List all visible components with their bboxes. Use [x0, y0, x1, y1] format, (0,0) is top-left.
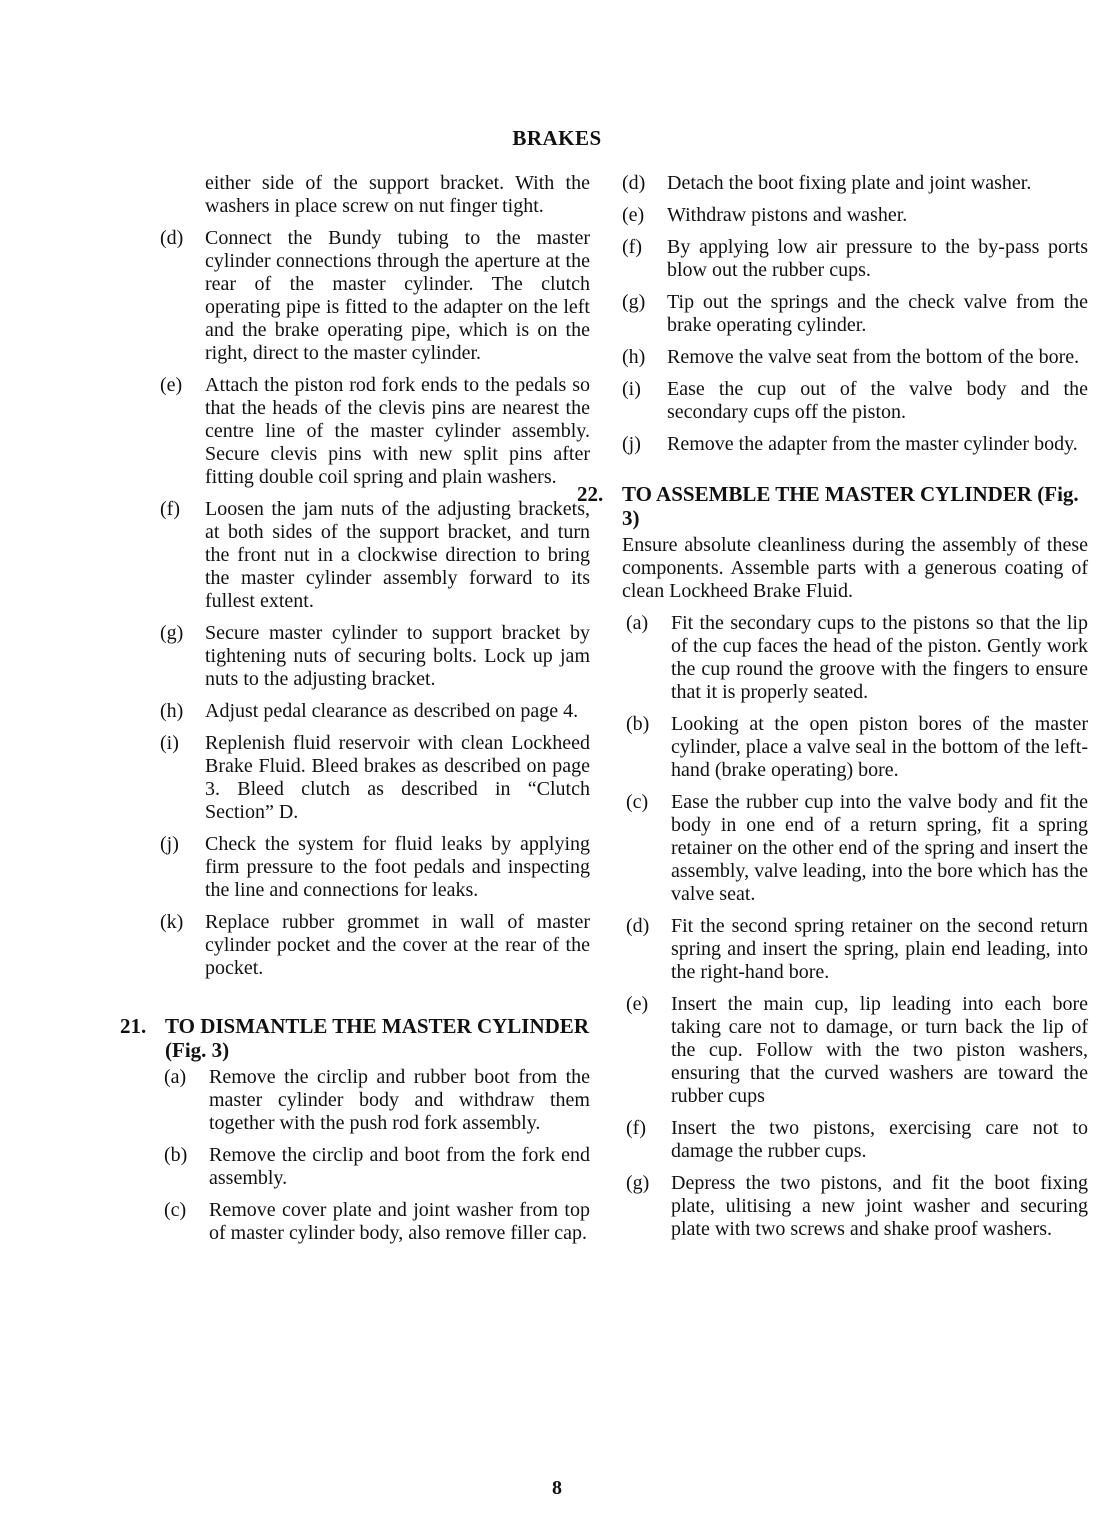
step-text: Fit the second spring retainer on the second return spring and insert the spring, plain end leading, into the right-hand bore.	[671, 915, 1088, 983]
step-label: (b)	[164, 1144, 188, 1166]
page-number: 8	[552, 1477, 562, 1499]
section-22-intro: Ensure absolute cleanliness during the assembly of these components. Assemble parts with a generous coating of clean Lockheed Brake Fluid.	[622, 534, 1088, 602]
section-21-steps	[164, 1066, 590, 1245]
step-label: (g)	[622, 291, 646, 313]
step-j	[160, 833, 590, 902]
step-e	[622, 204, 1088, 227]
step-label: (k)	[160, 911, 184, 933]
step-label: (h)	[622, 346, 646, 368]
step-label: (d)	[160, 227, 184, 249]
step-label: (b)	[626, 713, 650, 735]
page-header: BRAKES	[512, 126, 602, 150]
step-i	[622, 378, 1088, 424]
step-label: (j)	[622, 433, 641, 455]
step-text: Depress the two pistons, and fit the boot fixing plate, ulitising a new joint washer and securing plate with two screws and shake proof washers.	[671, 1172, 1088, 1240]
step-label: (g)	[160, 622, 184, 644]
step-label: (f)	[626, 1117, 646, 1139]
step-i	[160, 732, 590, 824]
step-label: (h)	[160, 700, 184, 722]
step-label: (d)	[622, 172, 646, 194]
step-text: Withdraw pistons and washer.	[667, 204, 908, 226]
step-b	[626, 713, 1088, 782]
step-c	[164, 1199, 590, 1245]
section-22-heading	[577, 482, 1088, 530]
step-text: Remove the adapter from the master cylinder body.	[667, 433, 1078, 455]
step-text: Detach the boot fixing plate and joint washer.	[667, 172, 1032, 194]
section-22-steps	[626, 612, 1088, 1241]
step-text: Replenish fluid reservoir with clean Lockheed Brake Fluid. Bleed brakes as described on page 3. Bleed clutch as described in “Clutch Section” D.	[205, 732, 590, 823]
step-text: Remove the circlip and rubber boot from the master cylinder body and withdraw them together with the push rod fork assembly.	[209, 1066, 590, 1134]
left-column	[120, 172, 590, 1254]
step-label: (c)	[164, 1199, 187, 1221]
step-label: (e)	[160, 374, 183, 396]
step-text: Ease the rubber cup into the valve body and fit the body in one end of a return spring, fit a spring retainer on the other end of the spring and insert the assembly, valve leading, into the bore which has the valve seat.	[671, 791, 1088, 905]
step-a	[164, 1066, 590, 1135]
step-g	[622, 291, 1088, 337]
section-number: 22.	[577, 482, 604, 506]
step-label: (f)	[622, 236, 642, 258]
step-c	[626, 791, 1088, 906]
step-label: (a)	[164, 1066, 187, 1088]
step-text: By applying low air pressure to the by-pass ports blow out the rubber cups.	[667, 236, 1088, 281]
step-text: Tip out the springs and the check valve from the brake operating cylinder.	[667, 291, 1088, 336]
step-f	[622, 236, 1088, 282]
step-text: Insert the two pistons, exercising care not to damage the rubber cups.	[671, 1117, 1088, 1162]
step-text: Remove cover plate and joint washer from top of master cylinder body, also remove filler cap.	[209, 1199, 590, 1244]
right-column	[577, 172, 1088, 1250]
step-h	[622, 346, 1088, 369]
section-title: TO DISMANTLE THE MASTER CYLINDER (Fig. 3)	[165, 1014, 589, 1062]
step-text: Connect the Bundy tubing to the master cylinder connections through the aperture at the rear of the master cylinder. The clutch operating pipe is fitted to the adapter on the left and the brake operating pipe, which is on the right, direct to the master cylinder.	[205, 227, 590, 364]
step-e	[160, 374, 590, 489]
step-label: (j)	[160, 833, 179, 855]
step-label: (g)	[626, 1172, 650, 1194]
step-label: (e)	[626, 993, 649, 1015]
step-text: Fit the secondary cups to the pistons so that the lip of the cup faces the head of the piston. Gently work the cup round the groove with the fingers to ensure that it is properly seated.	[671, 612, 1088, 703]
step-text: Loosen the jam nuts of the adjusting brackets, at both sides of the support bracket, and turn the front nut in a clockwise direction to bring the master cylinder assembly forward to its fullest extent.	[205, 498, 590, 612]
step-label: (c)	[626, 791, 649, 813]
step-text: Remove the circlip and boot from the fork end assembly.	[209, 1144, 590, 1189]
step-label: (i)	[622, 378, 641, 400]
step-d	[626, 915, 1088, 984]
step-h	[160, 700, 590, 723]
section-title: TO ASSEMBLE THE MASTER CYLINDER (Fig. 3)	[622, 482, 1079, 530]
step-e	[626, 993, 1088, 1108]
section-21-heading	[120, 1014, 590, 1062]
step-label: (a)	[626, 612, 649, 634]
step-label: (i)	[160, 732, 179, 754]
step-k	[160, 911, 590, 980]
continuation-paragraph: either side of the support bracket. With the washers in place screw on nut finger tight.	[205, 172, 590, 217]
step-text: Remove the valve seat from the bottom of the bore.	[667, 346, 1080, 368]
step-d	[622, 172, 1088, 195]
step-f	[160, 498, 590, 613]
step-text: Looking at the open piston bores of the master cylinder, place a valve seal in the bottom of the left-hand (brake operating) bore.	[671, 713, 1088, 781]
step-a	[626, 612, 1088, 704]
step-d	[160, 227, 590, 365]
step-text: Attach the piston rod fork ends to the pedals so that the heads of the clevis pins are nearest the centre line of the master cylinder assembly. Secure clevis pins with new split pins after fitting double coil spring and plain washers.	[205, 374, 590, 488]
section-number: 21.	[120, 1014, 147, 1038]
step-text: Replace rubber grommet in wall of master cylinder pocket and the cover at the rear of the pocket.	[205, 911, 590, 979]
step-label: (d)	[626, 915, 650, 937]
step-text: Adjust pedal clearance as described on page 4.	[205, 700, 579, 722]
step-text: Check the system for fluid leaks by applying firm pressure to the foot pedals and inspecting the line and connections for leaks.	[205, 833, 590, 901]
step-j	[622, 433, 1088, 456]
step-text: Ease the cup out of the valve body and the secondary cups off the piston.	[667, 378, 1088, 423]
step-label: (f)	[160, 498, 180, 520]
step-text: Secure master cylinder to support bracket by tightening nuts of securing bolts. Lock up jam nuts to the adjusting bracket.	[205, 622, 590, 690]
step-label: (e)	[622, 204, 645, 226]
step-g	[626, 1172, 1088, 1241]
step-b	[164, 1144, 590, 1190]
step-f	[626, 1117, 1088, 1163]
step-text: Insert the main cup, lip leading into each bore taking care not to damage, or turn back the lip of the cup. Follow with the two piston washers, ensuring that the curved washers are toward the rubber cups	[671, 993, 1088, 1107]
step-g	[160, 622, 590, 691]
